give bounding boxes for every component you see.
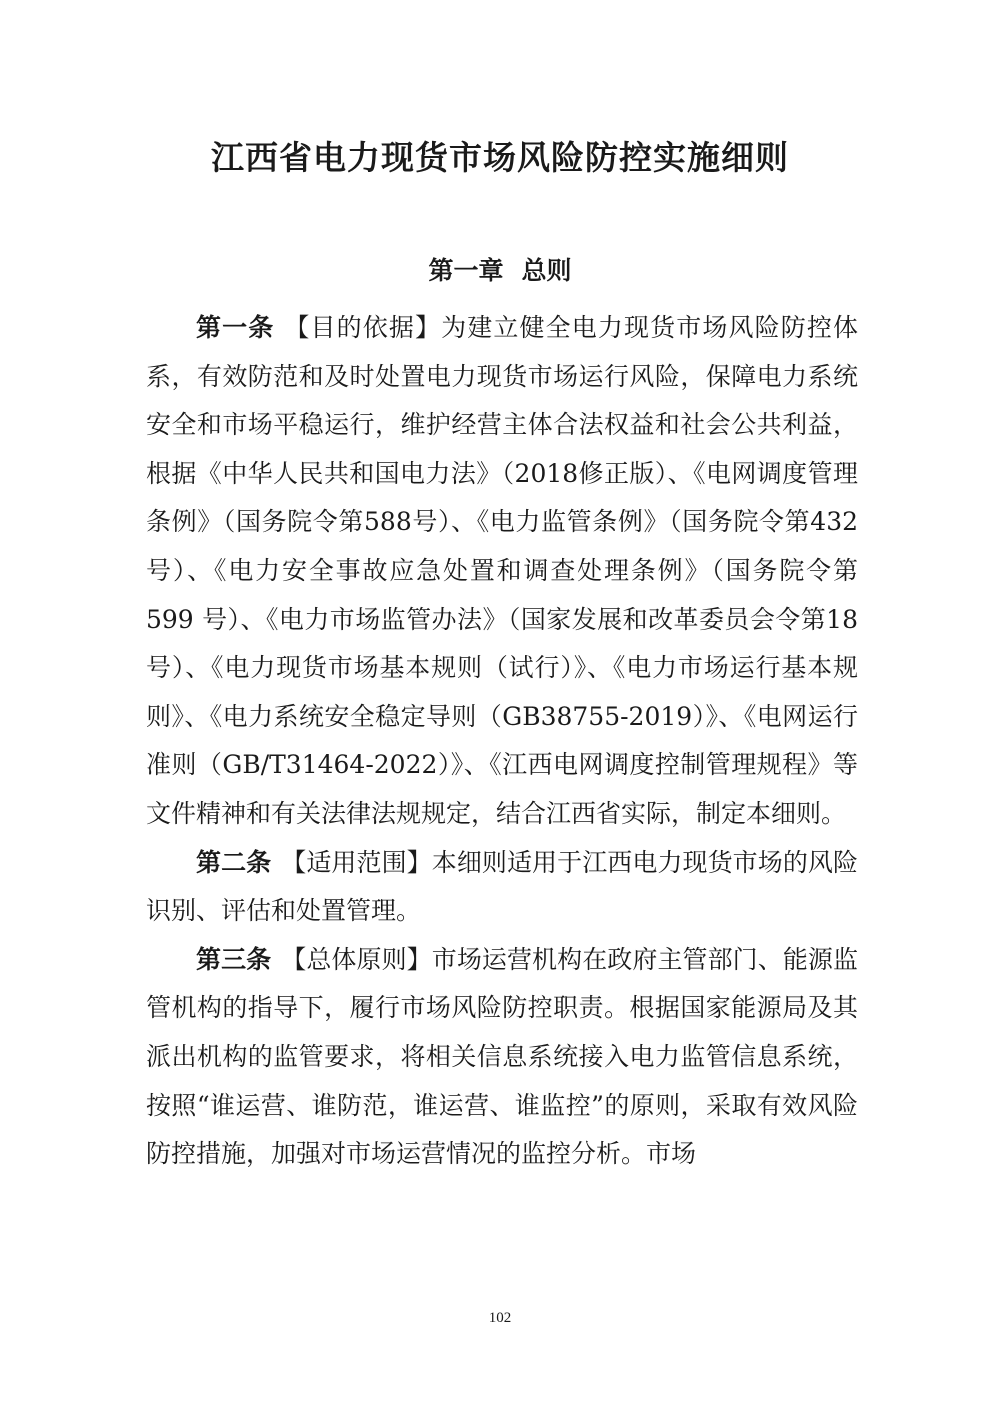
- document-title: 江西省电力现货市场风险防控实施细则: [211, 138, 789, 177]
- article-tag: 【总体原则】: [281, 944, 432, 974]
- document-body: [146, 304, 858, 1179]
- article-paragraph: [146, 936, 858, 1179]
- article-number: 第一条: [196, 313, 275, 342]
- article-tag: 【目的依据】: [284, 313, 442, 342]
- chapter-name: 总则: [521, 256, 572, 285]
- article-tag: 【适用范围】: [281, 847, 432, 877]
- article-paragraph: [146, 839, 858, 936]
- article-paragraph: [146, 304, 858, 839]
- chapter-number: 第一章: [428, 256, 504, 285]
- article-number: 第三条: [196, 944, 272, 974]
- article-text: 市场运营机构在政府主管部门、能源监管机构的指导下，履行市场风险防控职责。根据国家能源局及其派出机构的监管要求，将相关信息系统接入电力监管信息系统，按照“谁运营、谁防范，谁运营、谁监控”的原则，采取有效风险防控措施，加强对市场运营情况的监控分析。市场: [146, 944, 858, 1169]
- article-text: 为建立健全电力现货市场风险防控体系，有效防范和及时处置电力现货市场运行风险，保障电力系统安全和市场平稳运行，维护经营主体合法权益和社会公共利益，根据《中华人民共和国电力法》（2018修正版）、《电网调度管理条例》（国务院令第588号）、《电力监管条例》（国务院令第432号）、《电力安全事故应急处置和调查处理条例》（国务院令第 599 号）、《电力市场监管办法》（国家发展和改革委员会令第18号）、《电力现货市场基本规则（试行）》、《电力市场运行基本规则》、《电力系统安全稳定导则（GB38755-2019）》、《电网运行准则（GB/T31464-2022）》、《江西电网调度控制管理规程》等文件精神和有关法律法规规定，结合江西省实际，制定本细则。: [146, 313, 858, 828]
- page-number: 102: [488, 1310, 512, 1326]
- article-text: 本细则适用于江西电力现货市场的风险识别、评估和处置管理。: [146, 847, 858, 926]
- chapter-heading: [0, 243, 1000, 299]
- article-number: 第二条: [196, 847, 272, 877]
